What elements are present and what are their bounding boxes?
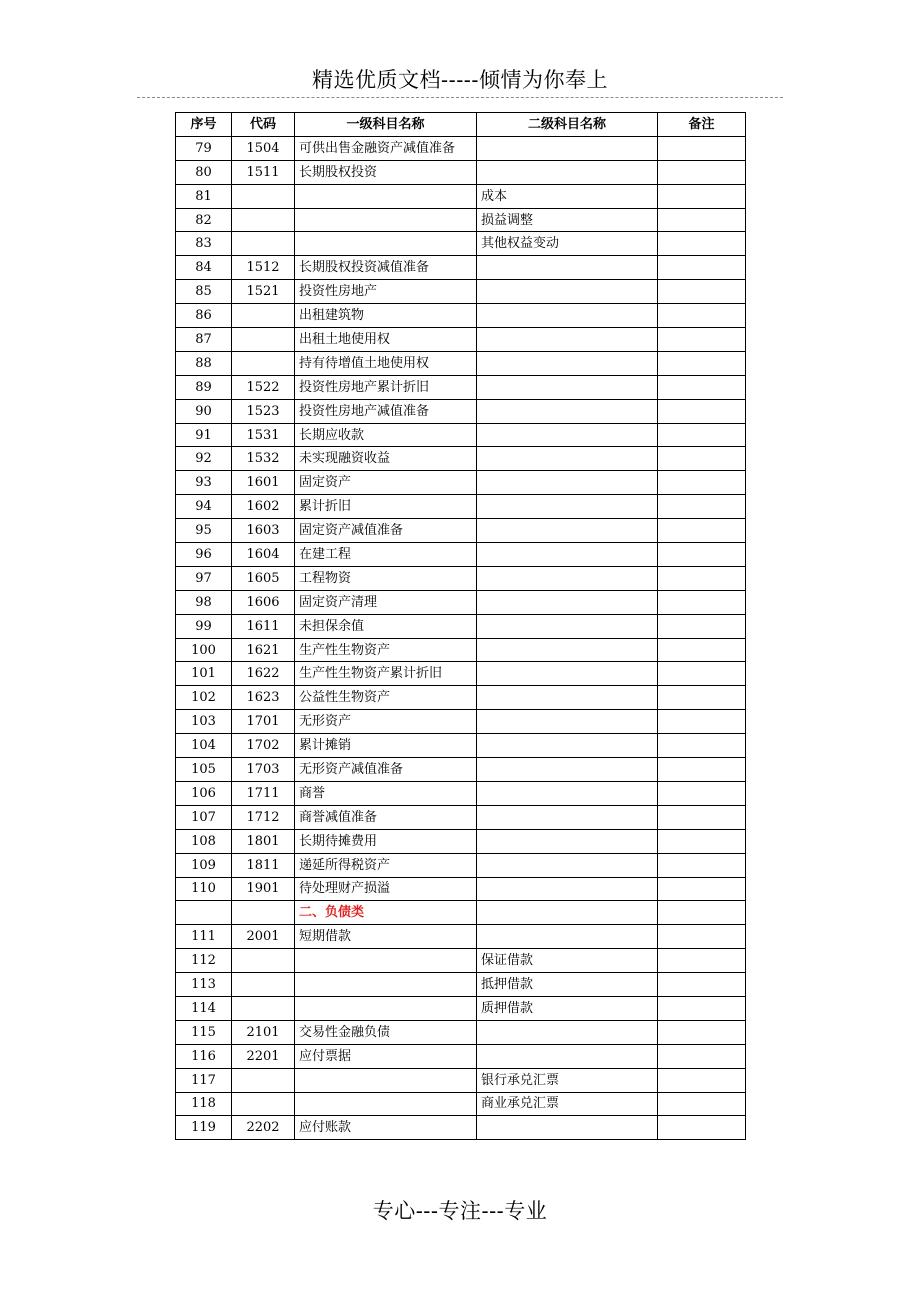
cell-note <box>658 758 746 782</box>
cell-level1 <box>295 1092 477 1116</box>
cell-no: 95 <box>176 519 232 543</box>
cell-code: 1504 <box>232 136 295 160</box>
cell-code: 1703 <box>232 758 295 782</box>
table-body <box>176 136 746 1139</box>
table-row <box>176 447 746 471</box>
cell-note <box>658 304 746 328</box>
cell-level2 <box>477 758 658 782</box>
cell-no: 118 <box>176 1092 232 1116</box>
cell-level1: 无形资产减值准备 <box>295 758 477 782</box>
cell-no: 86 <box>176 304 232 328</box>
cell-code: 1622 <box>232 662 295 686</box>
cell-level1: 在建工程 <box>295 543 477 567</box>
cell-no: 93 <box>176 471 232 495</box>
cell-no: 99 <box>176 614 232 638</box>
cell-level2: 损益调整 <box>477 208 658 232</box>
cell-code: 1811 <box>232 853 295 877</box>
cell-no: 85 <box>176 280 232 304</box>
cell-code <box>232 304 295 328</box>
cell-level1 <box>295 996 477 1020</box>
cell-level1: 二、负债类 <box>295 901 477 925</box>
table-row <box>176 1116 746 1140</box>
cell-level1: 短期借款 <box>295 925 477 949</box>
cell-level2 <box>477 638 658 662</box>
cell-no: 83 <box>176 232 232 256</box>
cell-no <box>176 901 232 925</box>
cell-code <box>232 1068 295 1092</box>
cell-level2 <box>477 280 658 304</box>
section-row <box>176 901 746 925</box>
cell-note <box>658 280 746 304</box>
cell-level2 <box>477 495 658 519</box>
cell-level1: 持有待增值土地使用权 <box>295 351 477 375</box>
cell-level2 <box>477 328 658 352</box>
cell-level1: 长期股权投资 <box>295 160 477 184</box>
cell-level2 <box>477 256 658 280</box>
cell-note <box>658 925 746 949</box>
cell-no: 104 <box>176 734 232 758</box>
cell-level2 <box>477 829 658 853</box>
cell-note <box>658 829 746 853</box>
table-row <box>176 471 746 495</box>
cell-level1 <box>295 208 477 232</box>
cell-level2 <box>477 662 658 686</box>
cell-note <box>658 256 746 280</box>
cell-level1: 递延所得税资产 <box>295 853 477 877</box>
cell-level1: 商誉减值准备 <box>295 805 477 829</box>
cell-level1: 无形资产 <box>295 710 477 734</box>
cell-level2 <box>477 710 658 734</box>
cell-level2 <box>477 423 658 447</box>
cell-level2: 保证借款 <box>477 949 658 973</box>
cell-level1: 交易性金融负债 <box>295 1020 477 1044</box>
table-row <box>176 1020 746 1044</box>
table-row <box>176 543 746 567</box>
table-row <box>176 136 746 160</box>
cell-level2 <box>477 614 658 638</box>
table-row <box>176 949 746 973</box>
cell-code: 1702 <box>232 734 295 758</box>
cell-note <box>658 136 746 160</box>
cell-note <box>658 160 746 184</box>
cell-level1: 长期待摊费用 <box>295 829 477 853</box>
cell-no: 111 <box>176 925 232 949</box>
cell-note <box>658 781 746 805</box>
cell-level2 <box>477 447 658 471</box>
table-row <box>176 853 746 877</box>
cell-note <box>658 996 746 1020</box>
cell-note <box>658 686 746 710</box>
cell-note <box>658 423 746 447</box>
cell-note <box>658 1116 746 1140</box>
table-row <box>176 1068 746 1092</box>
cell-level2 <box>477 399 658 423</box>
table-row <box>176 495 746 519</box>
cell-code: 1523 <box>232 399 295 423</box>
cell-level2 <box>477 471 658 495</box>
cell-note <box>658 638 746 662</box>
cell-no: 88 <box>176 351 232 375</box>
cell-level2 <box>477 925 658 949</box>
cell-level2: 质押借款 <box>477 996 658 1020</box>
page-footer: 专心---专注---专业 <box>372 1199 548 1223</box>
cell-level1: 工程物资 <box>295 566 477 590</box>
cell-note <box>658 543 746 567</box>
cell-note <box>658 590 746 614</box>
cell-no: 80 <box>176 160 232 184</box>
cell-code: 1611 <box>232 614 295 638</box>
cell-note <box>658 495 746 519</box>
cell-level2 <box>477 1116 658 1140</box>
table-row <box>176 638 746 662</box>
table-row <box>176 351 746 375</box>
cell-level2 <box>477 519 658 543</box>
cell-no: 91 <box>176 423 232 447</box>
cell-no: 100 <box>176 638 232 662</box>
cell-note <box>658 973 746 997</box>
cell-level1: 可供出售金融资产减值准备 <box>295 136 477 160</box>
cell-code <box>232 1092 295 1116</box>
cell-level2 <box>477 304 658 328</box>
cell-level2: 其他权益变动 <box>477 232 658 256</box>
cell-level1: 固定资产减值准备 <box>295 519 477 543</box>
cell-level2 <box>477 590 658 614</box>
cell-code: 1712 <box>232 805 295 829</box>
table-row <box>176 758 746 782</box>
table-row <box>176 662 746 686</box>
cell-code: 1801 <box>232 829 295 853</box>
cell-level2 <box>477 1044 658 1068</box>
cell-level1: 出租建筑物 <box>295 304 477 328</box>
cell-level1: 公益性生物资产 <box>295 686 477 710</box>
cell-level1: 投资性房地产累计折旧 <box>295 375 477 399</box>
cell-note <box>658 805 746 829</box>
cell-code: 1605 <box>232 566 295 590</box>
cell-level1 <box>295 184 477 208</box>
table-row <box>176 1044 746 1068</box>
cell-level2 <box>477 160 658 184</box>
cell-level1: 出租土地使用权 <box>295 328 477 352</box>
cell-note <box>658 853 746 877</box>
column-header-code: 代码 <box>232 113 295 137</box>
cell-no: 115 <box>176 1020 232 1044</box>
cell-level1: 商誉 <box>295 781 477 805</box>
table-row <box>176 280 746 304</box>
cell-no: 90 <box>176 399 232 423</box>
cell-code: 1604 <box>232 543 295 567</box>
cell-level1: 未实现融资收益 <box>295 447 477 471</box>
page-header: 精选优质文档-----倾情为你奉上 <box>312 68 608 92</box>
cell-note <box>658 208 746 232</box>
cell-level1 <box>295 232 477 256</box>
cell-code: 2101 <box>232 1020 295 1044</box>
cell-note <box>658 351 746 375</box>
cell-level1: 投资性房地产减值准备 <box>295 399 477 423</box>
cell-no: 81 <box>176 184 232 208</box>
cell-level1: 投资性房地产 <box>295 280 477 304</box>
cell-note <box>658 1068 746 1092</box>
cell-code <box>232 328 295 352</box>
cell-no: 106 <box>176 781 232 805</box>
table-row <box>176 328 746 352</box>
cell-no: 114 <box>176 996 232 1020</box>
column-header-no: 序号 <box>176 113 232 137</box>
table-row <box>176 375 746 399</box>
cell-level1: 应付账款 <box>295 1116 477 1140</box>
table-row <box>176 710 746 734</box>
cell-no: 79 <box>176 136 232 160</box>
cell-no: 116 <box>176 1044 232 1068</box>
cell-note <box>658 734 746 758</box>
cell-level2 <box>477 566 658 590</box>
cell-level1: 生产性生物资产累计折旧 <box>295 662 477 686</box>
cell-code: 2201 <box>232 1044 295 1068</box>
table-row <box>176 519 746 543</box>
table-row <box>176 829 746 853</box>
cell-note <box>658 662 746 686</box>
cell-level1 <box>295 949 477 973</box>
cell-level1: 累计摊销 <box>295 734 477 758</box>
cell-code: 1531 <box>232 423 295 447</box>
cell-code <box>232 184 295 208</box>
table-row <box>176 399 746 423</box>
cell-code: 2001 <box>232 925 295 949</box>
cell-level2: 商业承兑汇票 <box>477 1092 658 1116</box>
cell-no: 107 <box>176 805 232 829</box>
cell-code: 1701 <box>232 710 295 734</box>
cell-code <box>232 996 295 1020</box>
cell-level2 <box>477 136 658 160</box>
cell-level2: 抵押借款 <box>477 973 658 997</box>
cell-level1 <box>295 1068 477 1092</box>
cell-no: 105 <box>176 758 232 782</box>
cell-no: 110 <box>176 877 232 901</box>
cell-level2 <box>477 853 658 877</box>
table-row <box>176 686 746 710</box>
table-row <box>176 232 746 256</box>
table-row <box>176 734 746 758</box>
cell-code: 1522 <box>232 375 295 399</box>
cell-no: 89 <box>176 375 232 399</box>
table-header-row <box>176 113 746 137</box>
cell-no: 84 <box>176 256 232 280</box>
cell-level1: 固定资产清理 <box>295 590 477 614</box>
column-header-level2: 二级科目名称 <box>477 113 658 137</box>
cell-level2 <box>477 351 658 375</box>
cell-level1 <box>295 973 477 997</box>
table-row <box>176 781 746 805</box>
cell-level2 <box>477 543 658 567</box>
cell-no: 92 <box>176 447 232 471</box>
cell-no: 117 <box>176 1068 232 1092</box>
cell-code: 1602 <box>232 495 295 519</box>
cell-no: 108 <box>176 829 232 853</box>
table-row <box>176 805 746 829</box>
cell-code: 1512 <box>232 256 295 280</box>
cell-no: 109 <box>176 853 232 877</box>
cell-note <box>658 375 746 399</box>
cell-note <box>658 399 746 423</box>
cell-note <box>658 949 746 973</box>
cell-code: 1603 <box>232 519 295 543</box>
table-row <box>176 1092 746 1116</box>
cell-no: 94 <box>176 495 232 519</box>
table-row <box>176 566 746 590</box>
cell-no: 113 <box>176 973 232 997</box>
cell-no: 87 <box>176 328 232 352</box>
cell-code <box>232 901 295 925</box>
cell-note <box>658 901 746 925</box>
cell-level1: 长期股权投资减值准备 <box>295 256 477 280</box>
cell-level2 <box>477 375 658 399</box>
table-row <box>176 614 746 638</box>
cell-note <box>658 1020 746 1044</box>
table-row <box>176 304 746 328</box>
cell-no: 96 <box>176 543 232 567</box>
cell-code: 1623 <box>232 686 295 710</box>
cell-no: 102 <box>176 686 232 710</box>
cell-note <box>658 1092 746 1116</box>
cell-code: 1511 <box>232 160 295 184</box>
cell-code <box>232 232 295 256</box>
cell-code <box>232 351 295 375</box>
cell-code: 1901 <box>232 877 295 901</box>
cell-no: 112 <box>176 949 232 973</box>
cell-code: 1532 <box>232 447 295 471</box>
cell-level2 <box>477 686 658 710</box>
cell-level1: 待处理财产损溢 <box>295 877 477 901</box>
column-header-note: 备注 <box>658 113 746 137</box>
cell-note <box>658 232 746 256</box>
column-header-level1: 一级科目名称 <box>295 113 477 137</box>
cell-no: 82 <box>176 208 232 232</box>
cell-note <box>658 566 746 590</box>
cell-code <box>232 973 295 997</box>
cell-no: 98 <box>176 590 232 614</box>
cell-level2: 成本 <box>477 184 658 208</box>
cell-note <box>658 1044 746 1068</box>
cell-no: 103 <box>176 710 232 734</box>
cell-note <box>658 328 746 352</box>
cell-code <box>232 208 295 232</box>
cell-code: 1601 <box>232 471 295 495</box>
cell-code: 1621 <box>232 638 295 662</box>
cell-level2 <box>477 877 658 901</box>
cell-code: 1521 <box>232 280 295 304</box>
cell-note <box>658 877 746 901</box>
cell-level2 <box>477 734 658 758</box>
table-row <box>176 996 746 1020</box>
header-rule <box>137 97 783 98</box>
cell-note <box>658 184 746 208</box>
cell-level2 <box>477 1020 658 1044</box>
table-row <box>176 590 746 614</box>
cell-code <box>232 949 295 973</box>
table-row <box>176 160 746 184</box>
table-row <box>176 256 746 280</box>
cell-note <box>658 710 746 734</box>
cell-note <box>658 614 746 638</box>
cell-level1: 累计折旧 <box>295 495 477 519</box>
account-table <box>175 112 746 1140</box>
cell-code: 2202 <box>232 1116 295 1140</box>
cell-level2: 银行承兑汇票 <box>477 1068 658 1092</box>
cell-code: 1711 <box>232 781 295 805</box>
cell-note <box>658 519 746 543</box>
cell-note <box>658 447 746 471</box>
cell-level1: 应付票据 <box>295 1044 477 1068</box>
cell-level1: 生产性生物资产 <box>295 638 477 662</box>
cell-note <box>658 471 746 495</box>
table-row <box>176 925 746 949</box>
table-row <box>176 423 746 447</box>
table-row <box>176 973 746 997</box>
cell-level1: 长期应收款 <box>295 423 477 447</box>
cell-level1: 固定资产 <box>295 471 477 495</box>
cell-level2 <box>477 805 658 829</box>
cell-code: 1606 <box>232 590 295 614</box>
cell-level2 <box>477 781 658 805</box>
table-row <box>176 208 746 232</box>
cell-no: 101 <box>176 662 232 686</box>
cell-level2 <box>477 901 658 925</box>
cell-no: 119 <box>176 1116 232 1140</box>
cell-no: 97 <box>176 566 232 590</box>
table-row <box>176 877 746 901</box>
table-row <box>176 184 746 208</box>
cell-level1: 未担保余值 <box>295 614 477 638</box>
